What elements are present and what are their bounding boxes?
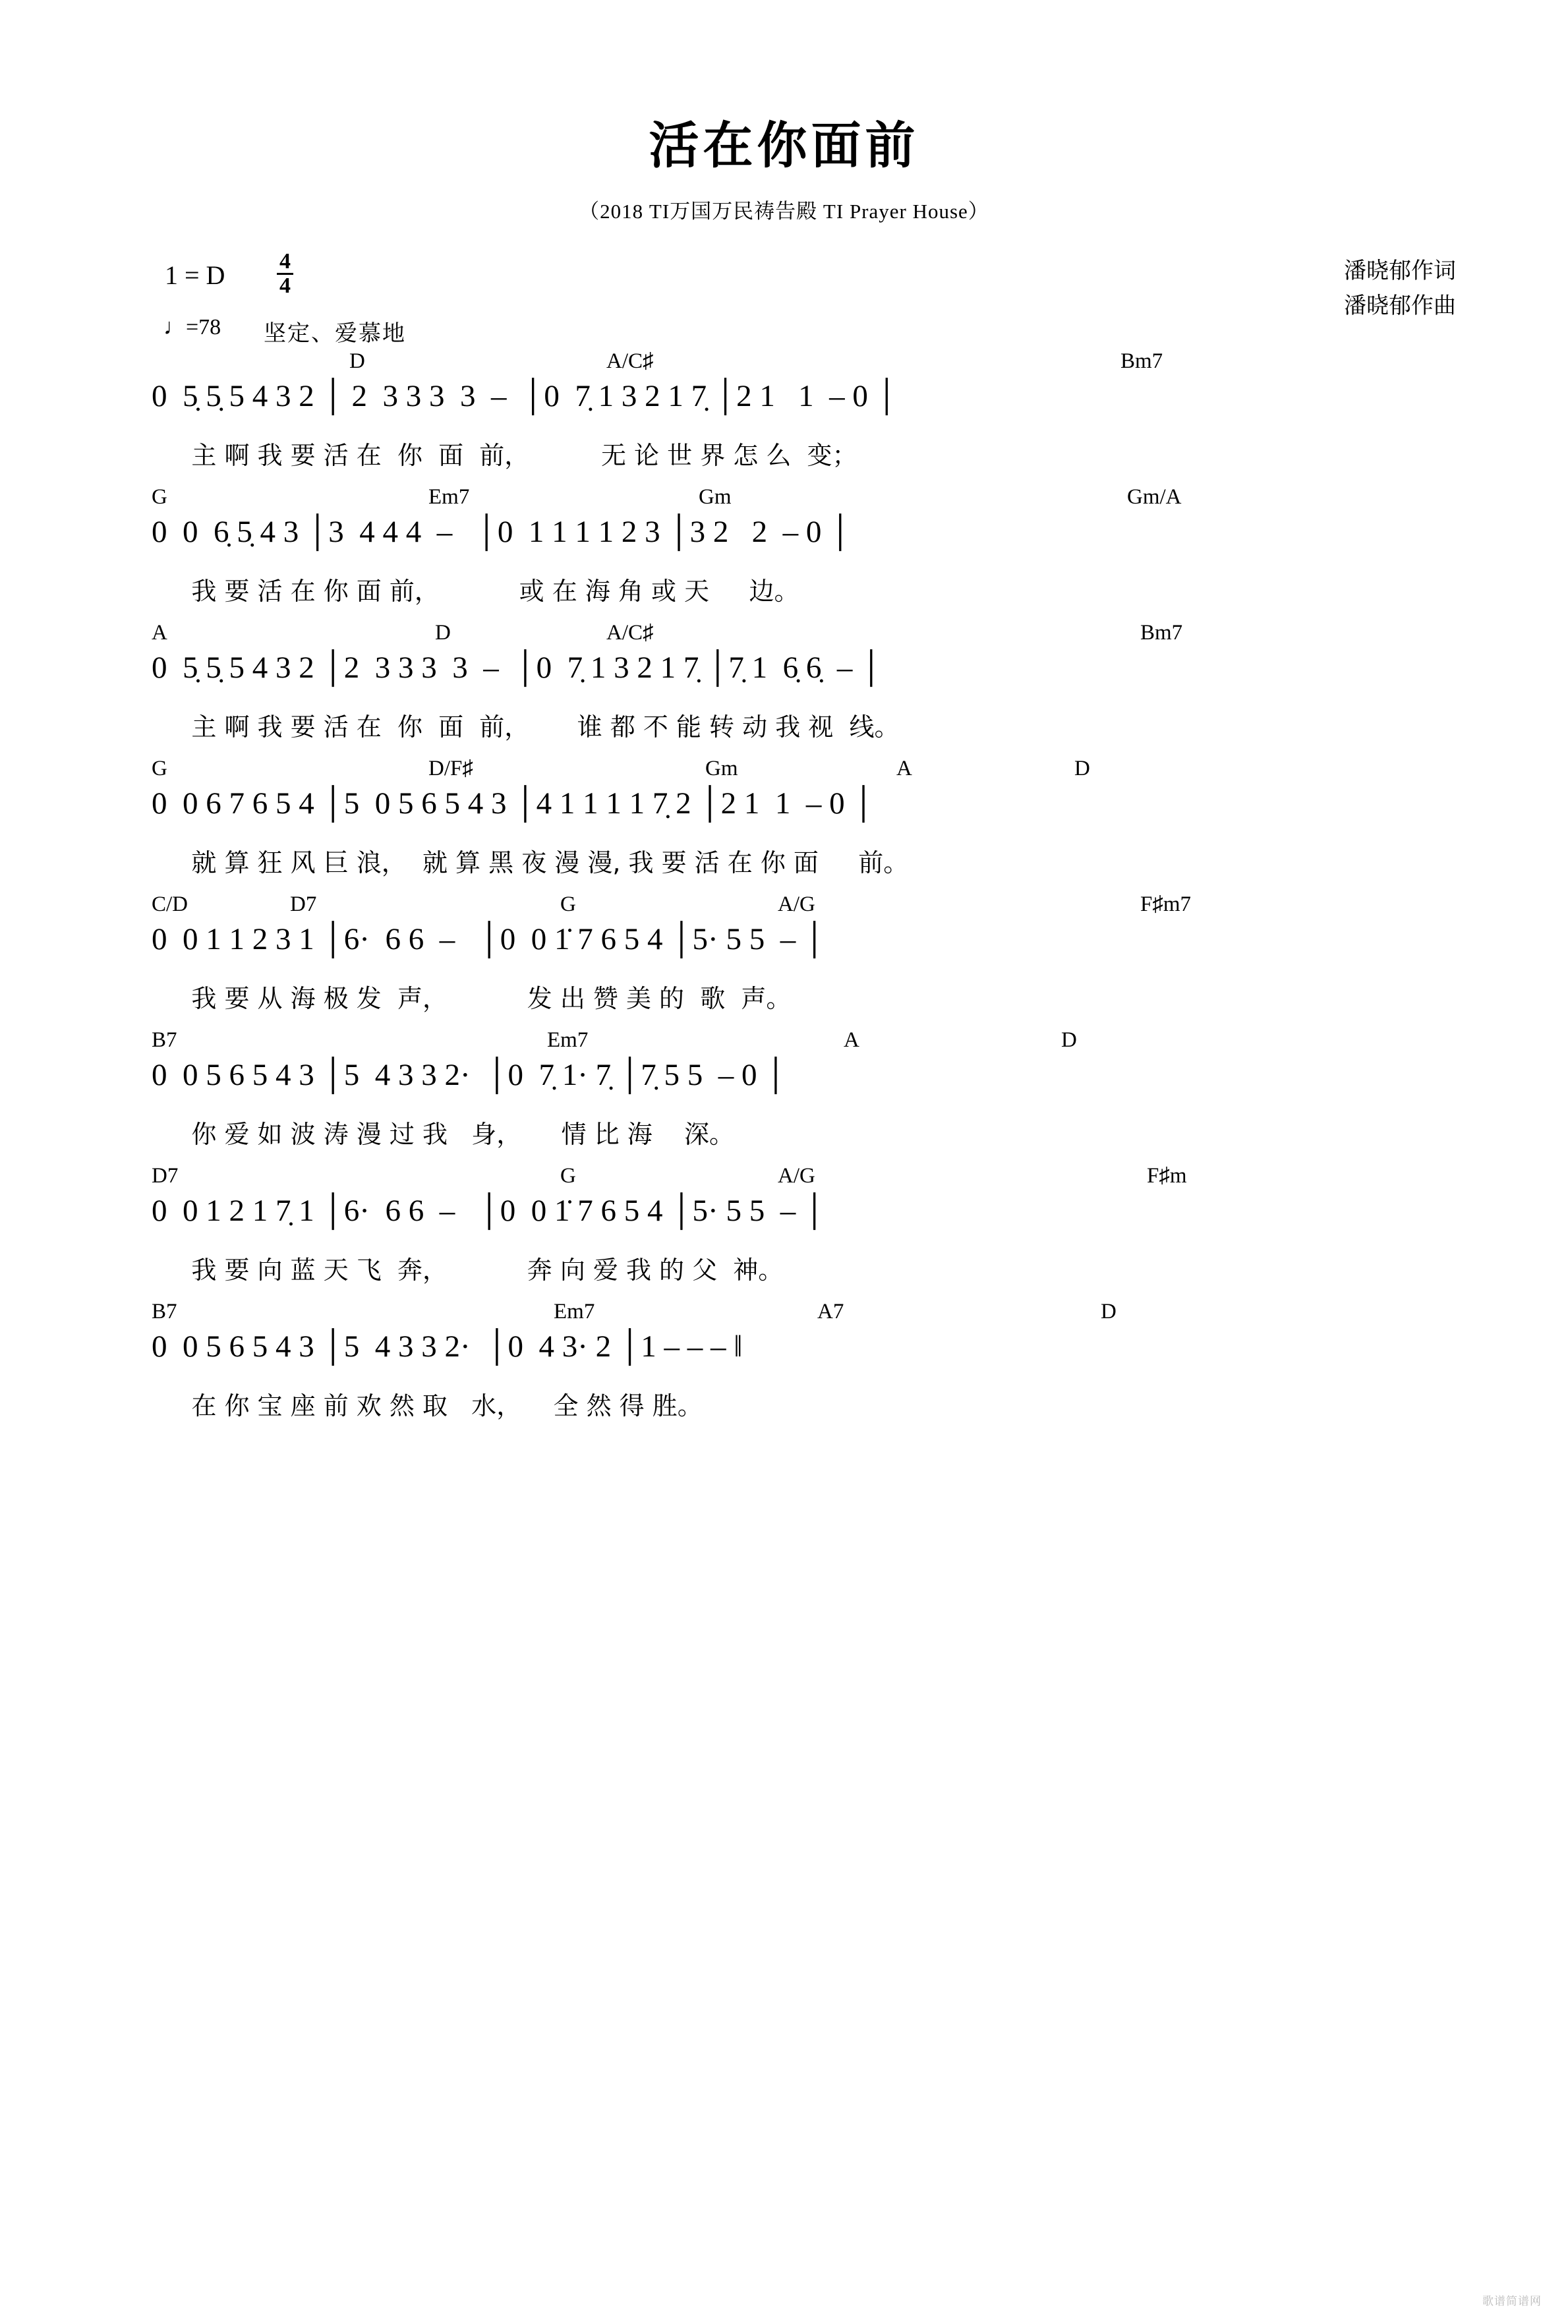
- expression-marking: 坚定、爱慕地: [264, 322, 406, 346]
- lyrics-row: [152, 707, 1456, 753]
- chord-symbol: A/G: [778, 892, 815, 916]
- key-signature: 1 = D: [165, 260, 225, 290]
- music-system: [152, 485, 1456, 621]
- chord-row: [152, 1164, 1456, 1193]
- chord-symbol: D7: [152, 1164, 179, 1188]
- chord-symbol: Em7: [428, 485, 470, 509]
- chord-symbol: D: [349, 349, 365, 373]
- chord-symbol: Gm: [705, 757, 738, 780]
- jianpu-notes: 0 0 5 6 5 4 3 │5 4 3 3 2· │0 7̣ 1· 7̣ │7̣ 5 5 – 0 │: [152, 1058, 787, 1092]
- chord-symbol: D/F♯: [428, 757, 473, 780]
- watermark: 歌谱简谱网: [1482, 2295, 1542, 2308]
- chord-row: [152, 349, 1456, 378]
- chord-symbol: F♯m7: [1140, 892, 1192, 916]
- chord-symbol: Bm7: [1140, 621, 1183, 645]
- page-title: 活在你面前: [649, 116, 919, 175]
- music-system: [152, 349, 1456, 485]
- chord-symbol: F♯m: [1147, 1164, 1187, 1188]
- credit-lyricist: 潘晓郁作词: [1344, 259, 1456, 283]
- chord-row: [152, 1028, 1456, 1057]
- notation-row: [152, 786, 1456, 842]
- lyrics-line: 就 算 狂 风 巨 浪， 就 算 黑 夜 漫 漫, 我 要 活 在 你 面 前。: [152, 848, 909, 877]
- lyrics-row: [152, 435, 1456, 481]
- credits: [1344, 254, 1456, 324]
- chord-symbol: D: [1061, 1028, 1077, 1052]
- chord-symbol: A/G: [778, 1164, 815, 1188]
- jianpu-notes: 0 0 1 2 1 7̣ 1 │6· 6 6 – │0 0 1̇ 7 6 5 4 │5· 5 5 – │: [152, 1194, 826, 1228]
- lyrics-line: 我 要 活 在 你 面 前， 或 在 海 角 或 天 边。: [152, 577, 799, 606]
- chord-symbol: Gm/A: [1127, 485, 1182, 509]
- jianpu-notes: 0 0 6̣ 5̣ 4 3 │3 4 4 4 – │0 1 1 1 1 2 3 │3 2 2 – 0 │: [152, 515, 852, 549]
- tempo-marking: ♩=78: [163, 315, 221, 339]
- chord-symbol: B7: [152, 1300, 177, 1323]
- lyrics-line: 我 要 从 海 极 发 声， 发 出 赞 美 的 歌 声。: [152, 984, 792, 1013]
- music-systems: [0, 349, 1568, 1436]
- notation-row: [152, 921, 1456, 978]
- chord-row: [152, 757, 1456, 786]
- notation-row: [152, 514, 1456, 571]
- chord-symbol: A: [844, 1028, 859, 1052]
- music-system: [152, 1164, 1456, 1300]
- chord-symbol: G: [560, 892, 576, 916]
- jianpu-notes: 0 5̣ 5̣ 5 4 3 2 │ 2 3 3 3 3 – │0 7̣ 1 3 2 1 7̣ │2 1 1 – 0 │: [152, 379, 898, 413]
- chord-symbol: D: [1074, 757, 1090, 780]
- chord-symbol: B7: [152, 1028, 177, 1052]
- notation-row: [152, 1329, 1456, 1385]
- jianpu-notes: 0 5̣ 5̣ 5 4 3 2 │2 3 3 3 3 – │0 7̣ 1 3 2 1 7̣ │7̣ 1 6̣ 6̣ – │: [152, 651, 883, 685]
- chord-symbol: A: [152, 621, 167, 645]
- notation-row: [152, 378, 1456, 435]
- time-signature-denominator: 4: [279, 274, 291, 298]
- chord-symbol: A/C♯: [606, 621, 654, 645]
- chord-symbol: A7: [817, 1300, 844, 1323]
- music-system: [152, 621, 1456, 757]
- sheet-music-page: [0, 105, 1568, 2324]
- chord-symbol: G: [560, 1164, 576, 1188]
- lyrics-line: 在 你 宝 座 前 欢 然 取 水， 全 然 得 胜。: [152, 1391, 703, 1420]
- lyrics-row: [152, 1250, 1456, 1296]
- chord-symbol: A/C♯: [606, 349, 654, 373]
- chord-symbol: G: [152, 757, 167, 780]
- time-signature: [277, 250, 293, 297]
- lyrics-row: [152, 1385, 1456, 1432]
- jianpu-notes: 0 0 5 6 5 4 3 │5 4 3 3 2· │0 4 3· 2 │1 – – – ‖: [152, 1329, 743, 1364]
- lyrics-line: 我 要 向 蓝 天 飞 奔， 奔 向 爱 我 的 父 神。: [152, 1256, 784, 1285]
- notation-row: [152, 1193, 1456, 1250]
- music-system: [152, 1028, 1456, 1164]
- chord-symbol: D: [435, 621, 451, 645]
- chord-symbol: D: [1101, 1300, 1117, 1323]
- lyrics-row: [152, 978, 1456, 1024]
- chord-symbol: D7: [290, 892, 317, 916]
- lyrics-line: 主 啊 我 要 活 在 你 面 前， 谁 都 不 能 转 动 我 视 线。: [152, 712, 900, 741]
- lyrics-row: [152, 1114, 1456, 1160]
- time-signature-numerator: 4: [277, 250, 293, 275]
- music-system: [152, 757, 1456, 892]
- lyrics-row: [152, 571, 1456, 617]
- lyrics-line: 你 爱 如 波 涛 漫 过 我 身， 情 比 海 深。: [152, 1120, 735, 1149]
- music-system: [152, 1300, 1456, 1436]
- chord-symbol: Gm: [699, 485, 732, 509]
- chord-symbol: A: [896, 757, 912, 780]
- chord-row: [152, 485, 1456, 514]
- chord-symbol: Em7: [547, 1028, 589, 1052]
- lyrics-row: [152, 842, 1456, 888]
- score-metadata: [0, 250, 1568, 349]
- credit-composer: 潘晓郁作曲: [1344, 293, 1456, 318]
- notation-row: [152, 1057, 1456, 1114]
- lyrics-line: 主 啊 我 要 活 在 你 面 前， 无 论 世 界 怎 么 变；: [152, 441, 857, 470]
- jianpu-notes: 0 0 1 1 2 3 1 │6· 6 6 – │0 0 1̇ 7 6 5 4 │5· 5 5 – │: [152, 922, 826, 956]
- chord-row: [152, 621, 1456, 650]
- chord-row: [152, 892, 1456, 921]
- chord-row: [152, 1300, 1456, 1329]
- chord-symbol: G: [152, 485, 167, 509]
- page-subtitle: （2018 TI万国万民祷告殿 TI Prayer House）: [579, 200, 989, 223]
- chord-symbol: Em7: [554, 1300, 595, 1323]
- music-system: [152, 892, 1456, 1028]
- chord-symbol: C/D: [152, 892, 189, 916]
- chord-symbol: Bm7: [1120, 349, 1163, 373]
- notation-row: [152, 650, 1456, 707]
- jianpu-notes: 0 0 6 7 6 5 4 │5 0 5 6 5 4 3 │4 1 1 1 1 7̣ 2 │2 1 1 – 0 │: [152, 786, 875, 821]
